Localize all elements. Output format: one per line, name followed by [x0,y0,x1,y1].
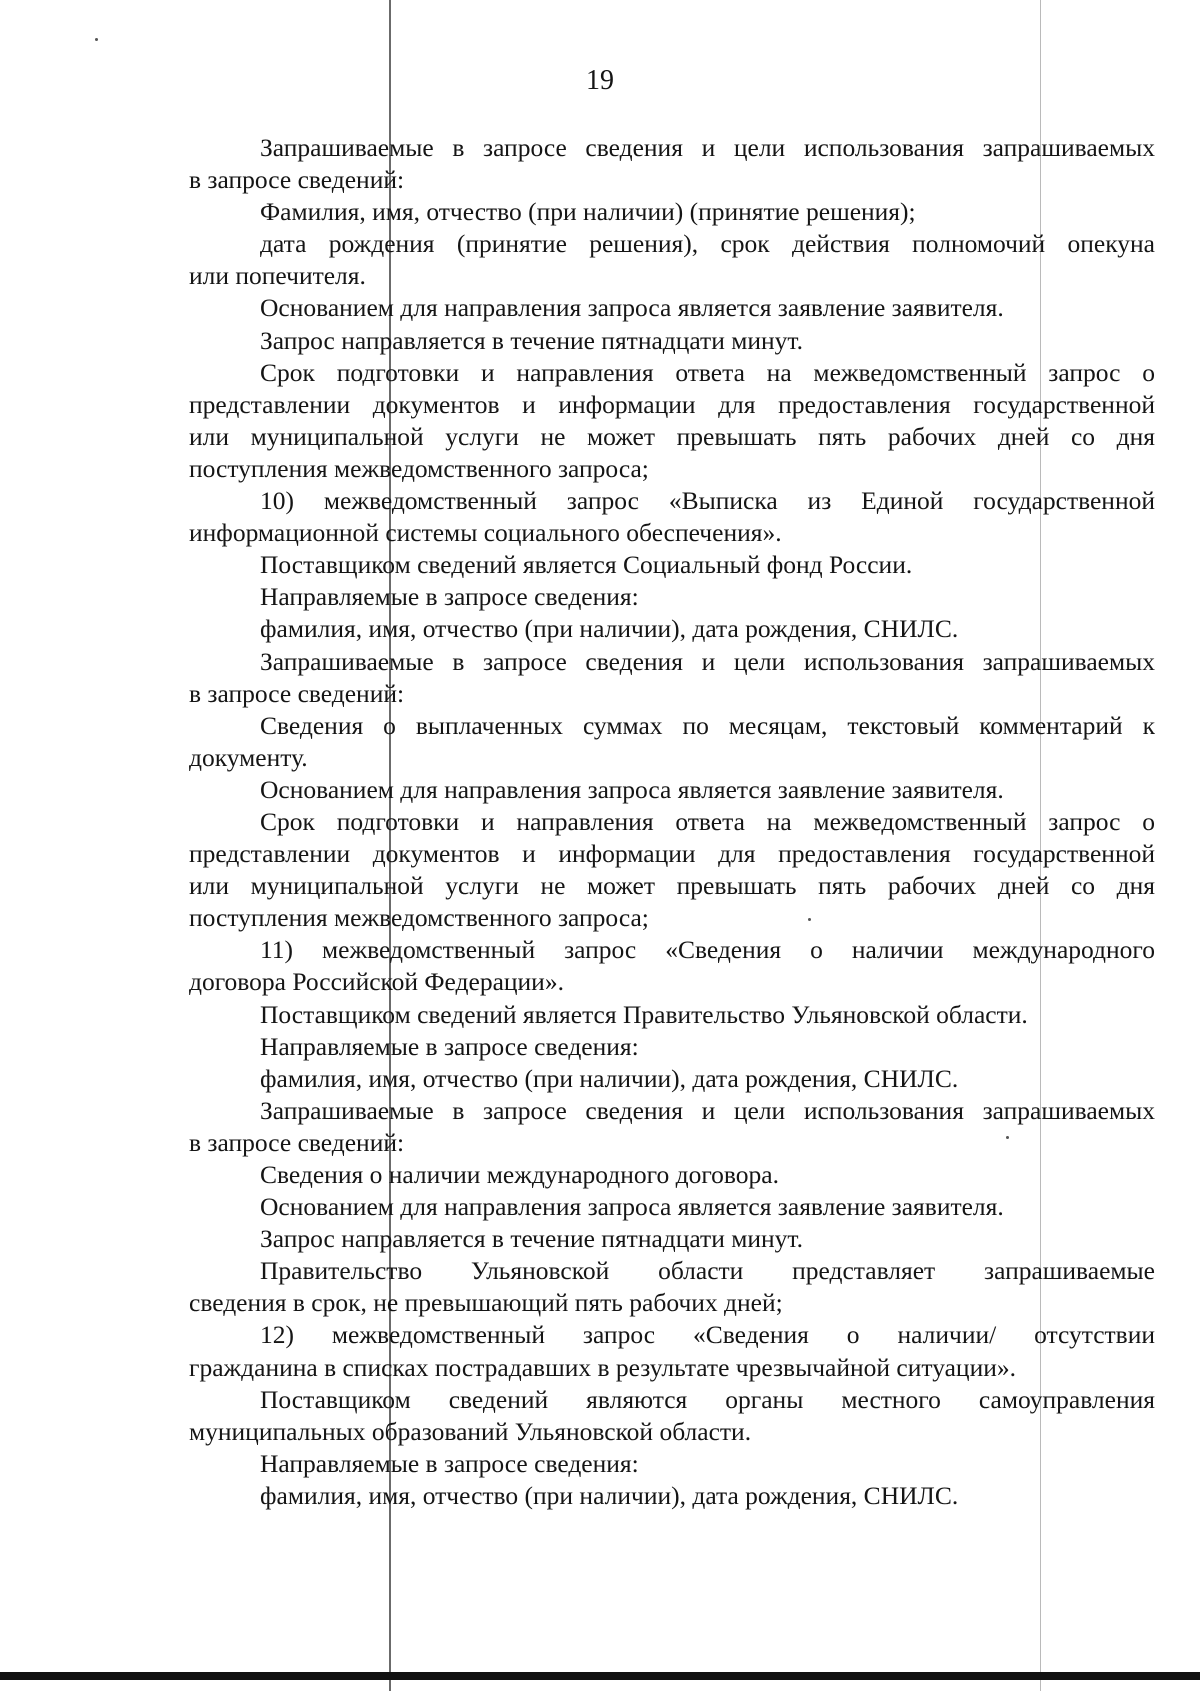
text-line: Поставщиком сведений является Правительство Ульяновской области. [260,999,1028,1029]
text-line: или попечителя. [189,261,366,291]
text-line: в запросе сведений: [189,1127,405,1157]
text-line: 11) межведомственный запрос «Сведения о наличии международного [260,935,1155,965]
text-line: муниципальных образований Ульяновской области. [189,1416,752,1446]
text-line: в запросе сведений: [189,678,405,708]
text-line: представлении документов и информации для предоставления государственной [189,839,1155,869]
text-line: или муниципальной услуги не может превышать пять рабочих дней со дня [189,421,1155,451]
text-line: Запрос направляется в течение пятнадцати минут. [260,325,804,355]
text-line: Направляемые в запросе сведения: [260,1031,639,1061]
text-line: Фамилия, имя, отчество (при наличии) (принятие решения); [260,197,916,227]
text-line: Основанием для направления запроса является заявление заявителя. [260,1192,1004,1222]
text-line: Запрашиваемые в запросе сведения и цели использования запрашиваемых [260,646,1155,676]
text-line: Срок подготовки и направления ответа на межведомственный запрос о [260,357,1155,387]
text-line: 10) межведомственный запрос «Выписка из Единой государственной [260,486,1155,516]
text-line: Запрос направляется в течение пятнадцати минут. [260,1224,804,1254]
text-line: Поставщиком сведений является Социальный фонд России. [260,550,913,580]
scan-artifact-bottom-edge [0,1672,1200,1680]
document-body [189,132,1155,1512]
text-line: 12) межведомственный запрос «Сведения о наличии/ отсутствии [260,1320,1155,1350]
page-number: 19 [586,65,614,96]
text-line: поступления межведомственного запроса; [189,903,649,933]
text-line: дата рождения (принятие решения), срок действия полномочий опекуна [260,229,1155,259]
text-line: Основанием для направления запроса является заявление заявителя. [260,774,1004,804]
text-line: информационной системы социального обеспечения». [189,518,782,548]
text-line: документу. [189,742,308,772]
scan-speck [95,38,98,41]
text-line: Сведения о выплаченных суммах по месяцам, текстовый комментарий к [260,710,1155,740]
text-line: Направляемые в запросе сведения: [260,582,639,612]
text-line: Запрашиваемые в запросе сведения и цели использования запрашиваемых [260,1095,1155,1125]
text-line: Направляемые в запросе сведения: [260,1448,639,1478]
text-line: гражданина в списках пострадавших в результате чрезвычайной ситуации». [189,1352,1016,1382]
text-line: представлении документов и информации для предоставления государственной [189,389,1155,419]
text-line: Основанием для направления запроса является заявление заявителя. [260,293,1004,323]
text-line: поступления межведомственного запроса; [189,453,649,483]
text-line: Срок подготовки и направления ответа на межведомственный запрос о [260,806,1155,836]
text-line: в запросе сведений: [189,165,405,195]
text-line: фамилия, имя, отчество (при наличии), дата рождения, СНИЛС. [260,614,959,644]
text-line: фамилия, имя, отчество (при наличии), дата рождения, СНИЛС. [260,1480,959,1510]
text-line: сведения в срок, не превышающий пять рабочих дней; [189,1288,783,1318]
text-line: договора Российской Федерации». [189,967,564,997]
text-line: Правительство Ульяновской области представляет запрашиваемые [260,1256,1155,1286]
text-line: фамилия, имя, отчество (при наличии), дата рождения, СНИЛС. [260,1063,959,1093]
text-line: Запрашиваемые в запросе сведения и цели использования запрашиваемых [260,133,1155,162]
text-line: Поставщиком сведений являются органы местного самоуправления [260,1384,1155,1414]
text-line: или муниципальной услуги не может превышать пять рабочих дней со дня [189,871,1155,901]
text-line: Сведения о наличии международного договора. [260,1160,779,1189]
